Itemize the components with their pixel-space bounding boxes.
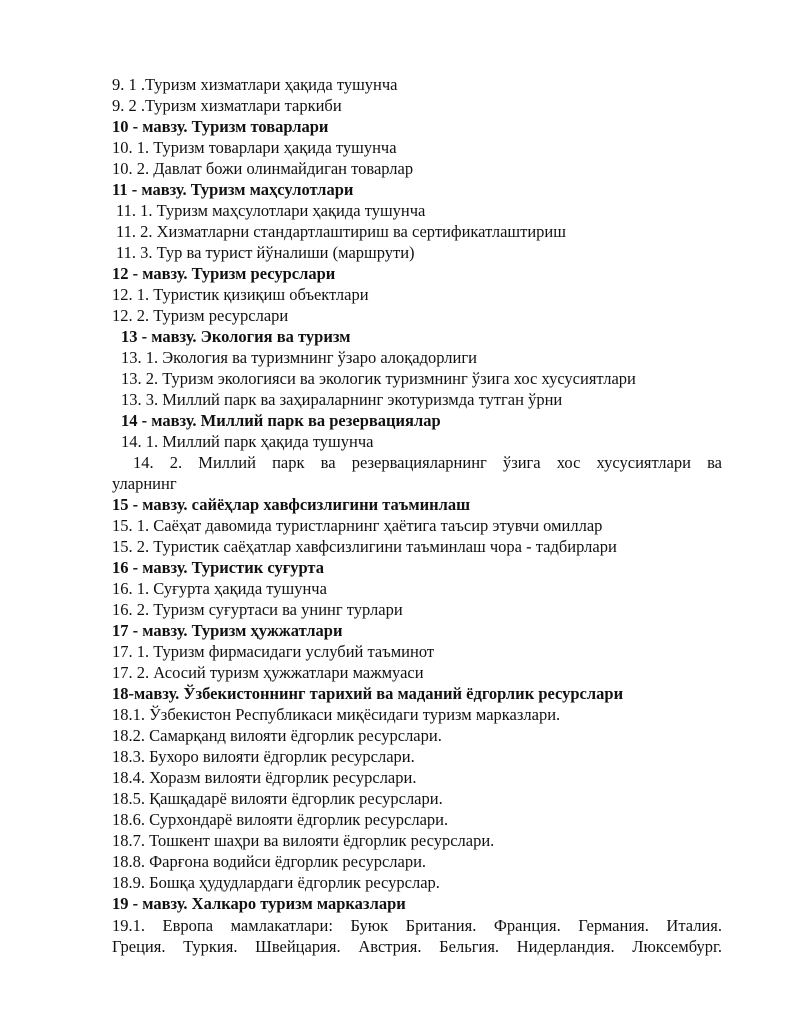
subtopic-line: 11. 2. Хизматларни стандартлаштириш ва сертификатлаштириш [116, 222, 566, 241]
subtopic-line: 10. 2. Давлат божи олинмайдиган товарлар [112, 159, 414, 178]
subtopic-line: 9. 2 .Туризм хизматлари таркиби [112, 96, 342, 115]
topic-heading: 13 - мавзу. Экология ва туризм [121, 327, 351, 346]
subtopic-line: 18.8. Фарғона водийси ёдгорлик ресурслари. [112, 852, 427, 871]
subtopic-line: 13. 3. Миллий парк ва заҳираларнинг экотуризмда тутган ўрни [121, 390, 563, 409]
subtopic-line: 16. 2. Туризм суғуртаси ва унинг турлари [112, 600, 403, 619]
subtopic-line: 17. 1. Туризм фирмасидаги услубий таъминот [112, 642, 435, 661]
subtopic-line: 18.4. Хоразм вилояти ёдгорлик ресурслари. [112, 768, 417, 787]
topic-heading: 15 - мавзу. сайёҳлар хавфсизлигини таъминлаш [112, 495, 471, 514]
subtopic-line: 16. 1. Суғурта ҳақида тушунча [112, 579, 327, 598]
subtopic-line: 15. 1. Саёҳат давомида туристларнинг ҳаётига таъсир этувчи омиллар [112, 516, 603, 535]
subtopic-line: 11. 3. Тур ва турист йўналиши (маршрути) [116, 243, 415, 262]
topic-heading: 17 - мавзу. Туризм ҳужжатлари [112, 621, 343, 640]
subtopic-line: 13. 1. Экология ва туризмнинг ўзаро алоқадорлиги [121, 348, 477, 367]
subtopic-line: 17. 2. Асосий туризм ҳужжатлари мажмуаси [112, 663, 424, 682]
subtopic-line: 14. 1. Миллий парк ҳақида тушунча [121, 432, 374, 451]
subtopic-line: 9. 1 .Туризм хизматлари ҳақида тушунча [112, 75, 398, 94]
subtopic-line: 18.3. Бухоро вилояти ёдгорлик ресурслари. [112, 747, 415, 766]
subtopic-line: 18.7. Тошкент шаҳри ва вилояти ёдгорлик ресурслари. [112, 831, 495, 850]
subtopic-line: 18.6. Сурхондарё вилояти ёдгорлик ресурслари. [112, 810, 449, 829]
topic-heading: 16 - мавзу. Туристик суғурта [112, 558, 324, 577]
topic-heading: 10 - мавзу. Туризм товарлари [112, 117, 329, 136]
topic-heading: 19 - мавзу. Халкаро туризм марказлари [112, 894, 406, 913]
topic-heading: 12 - мавзу. Туризм ресурслари [112, 264, 336, 283]
subtopic-line: 19.1. Европа мамлакатлари: Буюк Британия. Франция. Германия. Италия. [112, 916, 722, 935]
subtopic-line: 13. 2. Туризм экологияси ва экологик туризмнинг ўзига хос хусусиятлари [121, 369, 636, 388]
topic-heading: 11 - мавзу. Туризм маҳсулотлари [112, 180, 354, 199]
subtopic-line-continuation: Греция. Туркия. Швейцария. Австрия. Бельгия. Нидерландия. Люксембург. [112, 937, 722, 956]
subtopic-line: 18.1. Ўзбекистон Республикаси миқёсидаги туризм марказлари. [112, 705, 561, 724]
topic-heading: 18-мавзу. Ўзбекистоннинг тарихий ва маданий ёдгорлик ресурслари [112, 684, 624, 703]
subtopic-line-continuation: уларнинг [112, 474, 177, 493]
subtopic-line: 18.9. Бошқа ҳудудлардаги ёдгорлик ресурслар. [112, 873, 440, 892]
subtopic-line: 12. 1. Туристик қизиқиш объектлари [112, 285, 369, 304]
subtopic-line: 12. 2. Туризм ресурслари [112, 306, 289, 325]
subtopic-line: 15. 2. Туристик саёҳатлар хавфсизлигини таъминлаш чора - тадбирлари [112, 537, 617, 556]
subtopic-line: 18.2. Самарқанд вилояти ёдгорлик ресурслари. [112, 726, 442, 745]
subtopic-line: 14. 2. Миллий парк ва резервацияларнинг ўзига хос хусусиятлари ва [133, 453, 722, 472]
subtopic-line: 18.5. Қашқадарё вилояти ёдгорлик ресурслари. [112, 789, 443, 808]
topic-heading: 14 - мавзу. Миллий парк ва резервациялар [121, 411, 441, 430]
subtopic-line: 10. 1. Туризм товарлари ҳақида тушунча [112, 138, 397, 157]
subtopic-line: 11. 1. Туризм маҳсулотлари ҳақида тушунча [116, 201, 426, 220]
